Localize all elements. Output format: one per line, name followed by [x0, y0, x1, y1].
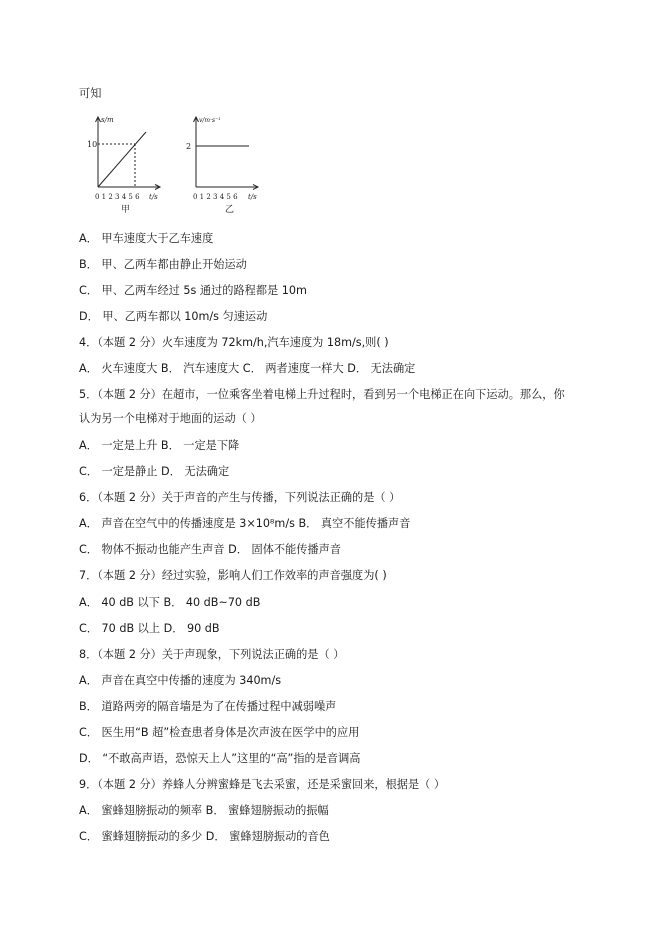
q6-options-ab: A． 声音在空气中的传播速度是 3×10⁸m/s B． 真空不能传播声音: [79, 517, 411, 530]
q7-options-cd: C． 70 dB 以上 D． 90 dB: [79, 622, 220, 635]
q5-stem-line1: 5．（本题 2 分）在超市，一位乘客坐着电梯上升过程时，看到另一个电梯正在向下运动。那么，你: [79, 388, 565, 401]
graph-jia: [85, 113, 165, 223]
q9-stem: 9．（本题 2 分）养蜂人分辨蜜蜂是飞去采蜜，还是采蜜回来，根据是（ ）: [79, 778, 446, 791]
q9-options-ab: A． 蜜蜂翅膀振动的频率 B． 蜜蜂翅膀振动的振幅: [79, 804, 329, 817]
q3-option-a: A． 甲车速度大于乙车速度: [79, 232, 214, 245]
jia-xticks: 0 1 2 3 4 5 6: [95, 193, 140, 201]
q8-option-a: A． 声音在真空中传播的速度为 340m/s: [79, 674, 282, 687]
q3-option-c: C． 甲、乙两车经过 5s 通过的路程都是 10m: [79, 284, 307, 297]
q4-stem: 4．（本题 2 分）火车速度为 72km/h,汽车速度为 18m/s,则( ): [79, 336, 389, 349]
graph-yi: [185, 113, 275, 223]
q6-stem: 6．（本题 2 分）关于声音的产生与传播，下列说法正确的是（ ）: [79, 491, 401, 504]
jia-ylabel: s/m: [101, 116, 114, 124]
q8-option-d: D． “不敢高声语，恐惊天上人”这里的“高”指的是音调高: [79, 752, 361, 765]
q3-option-d: D． 甲、乙两车都以 10m/s 匀速运动: [79, 310, 268, 323]
q8-option-b: B． 道路两旁的隔音墙是为了在传播过程中减弱噪声: [79, 700, 337, 713]
q8-option-c: C． 医生用“B 超”检查患者身体是次声波在医学中的应用: [79, 726, 360, 739]
jia-xlabel: t/s: [149, 193, 158, 201]
yi-ylabel: v/m·s⁻¹: [199, 117, 221, 124]
q7-options-ab: A． 40 dB 以下 B． 40 dB~70 dB: [79, 596, 261, 609]
q3-option-b: B． 甲、乙两车都由静止开始运动: [79, 258, 247, 271]
yi-xlabel: t/s: [248, 193, 257, 201]
q8-stem: 8．（本题 2 分）关于声现象，下列说法正确的是（ ）: [79, 648, 345, 661]
jia-line: [98, 132, 146, 187]
jia-caption: 甲: [121, 205, 131, 215]
q9-options-cd: C． 蜜蜂翅膀振动的多少 D． 蜜蜂翅膀振动的音色: [79, 830, 330, 843]
yi-xticks: 0 1 2 3 4 5 6: [193, 193, 238, 201]
q5-options-ab: A． 一定是上升 B． 一定是下降: [79, 439, 240, 452]
q5-stem-line2: 认为另一个电梯对于地面的运动（ ）: [79, 412, 262, 425]
q4-options: A． 火车速度大 B． 汽车速度大 C． 两者速度一样大 D． 无法确定: [79, 362, 416, 375]
q5-options-cd: C． 一定是静止 D． 无法确定: [79, 465, 230, 478]
intro-text: 可知: [79, 87, 102, 100]
motion-graphs: [85, 113, 275, 223]
yi-ytick: 2: [186, 142, 192, 151]
yi-caption: 乙: [225, 205, 235, 215]
q6-options-cd: C． 物体不振动也能产生声音 D． 固体不能传播声音: [79, 543, 342, 556]
jia-ytick: 10: [87, 140, 98, 149]
q7-stem: 7．（本题 2 分）经过实验，影响人们工作效率的声音强度为( ): [79, 569, 387, 582]
